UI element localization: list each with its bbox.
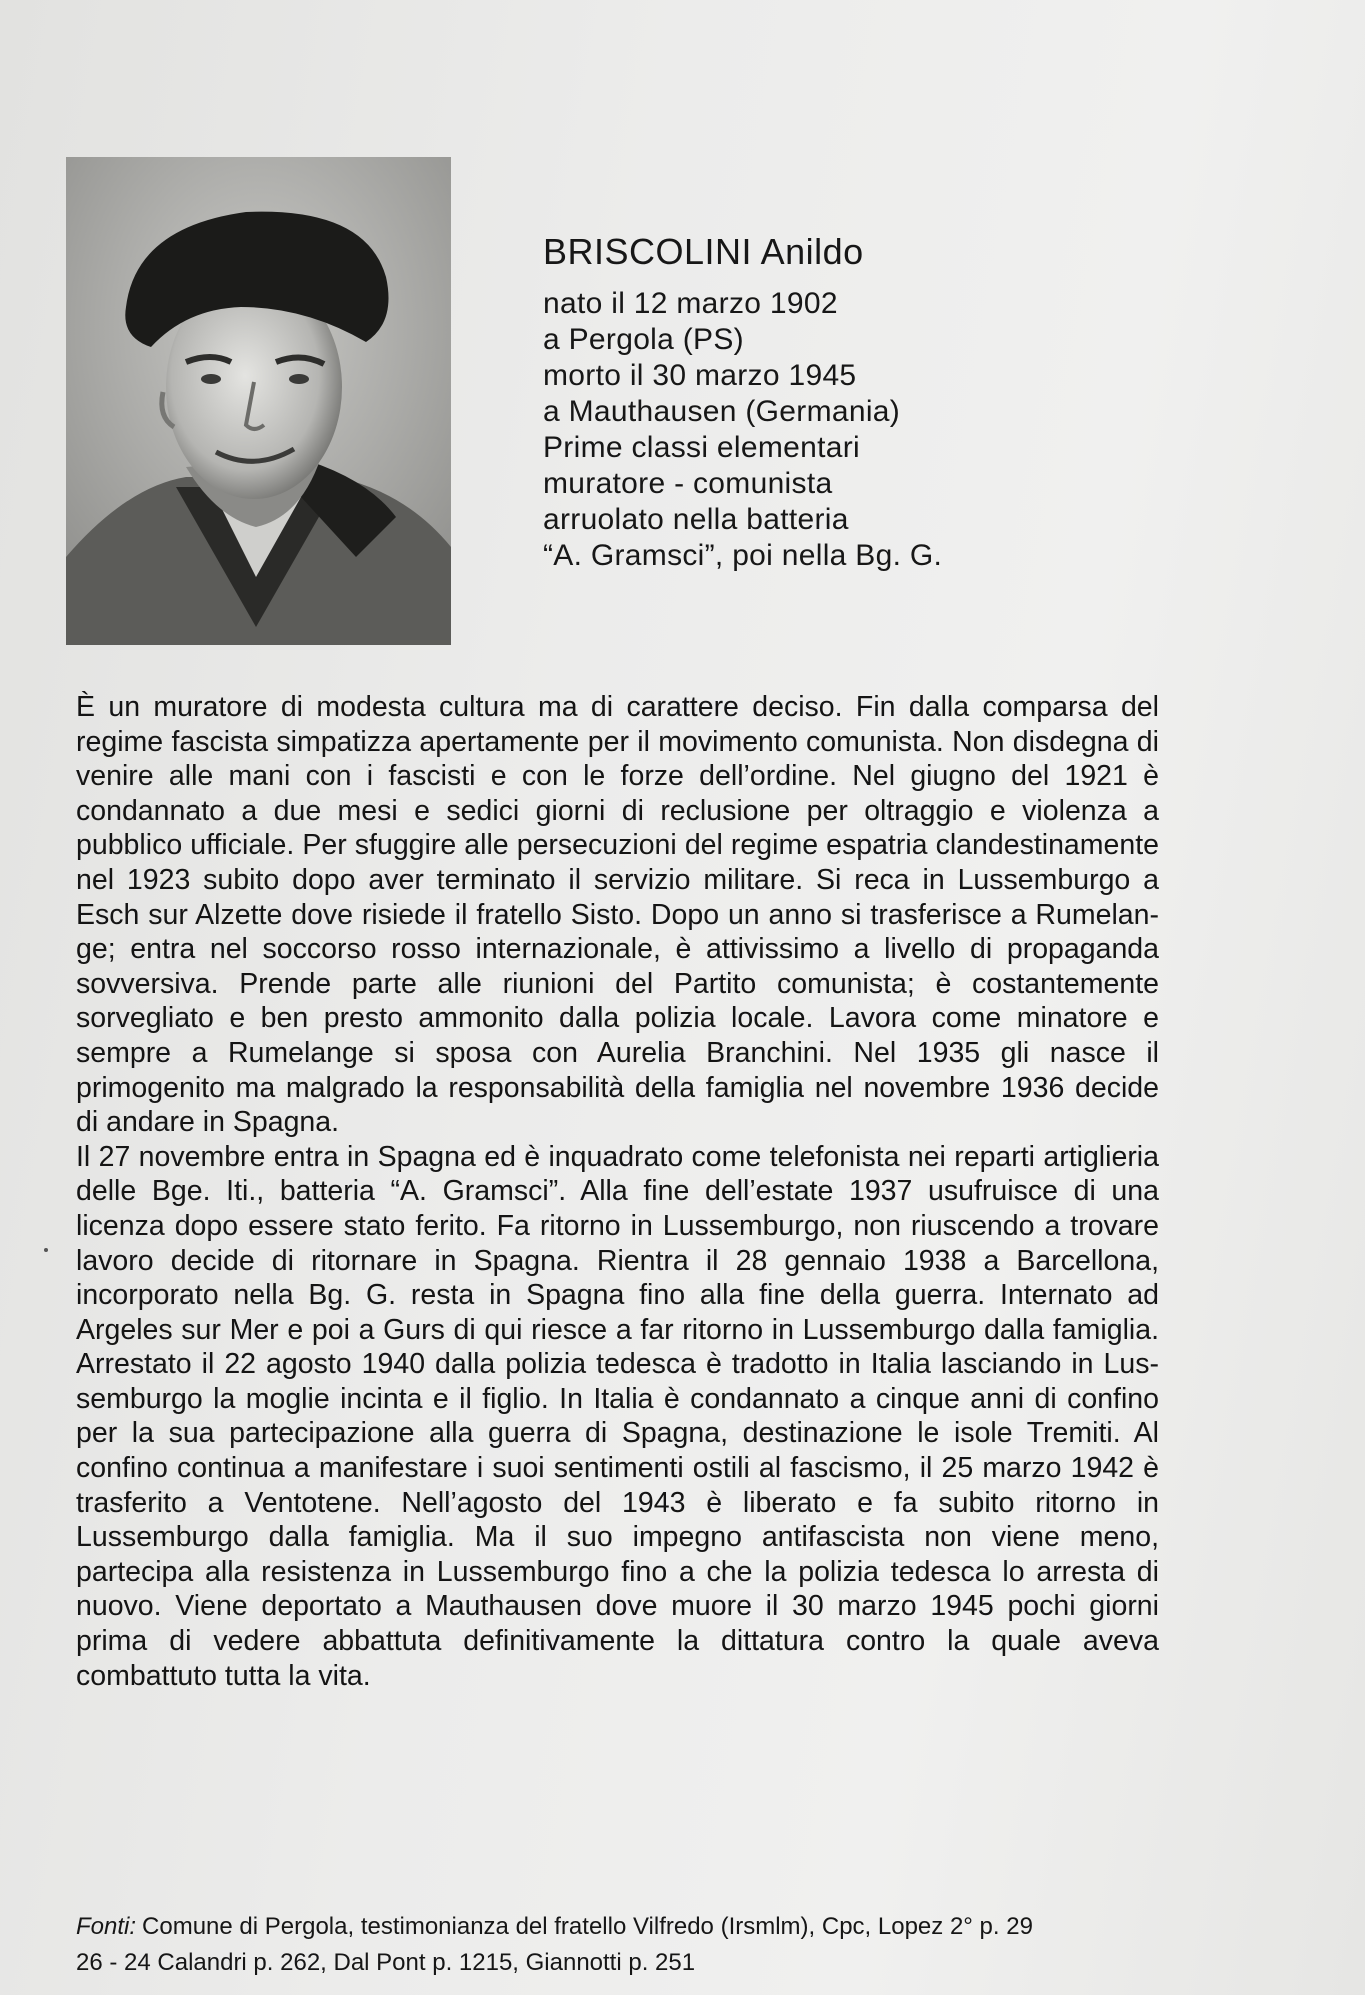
detail-line: Prime classi elementari xyxy=(543,431,860,464)
person-details xyxy=(543,286,1103,574)
portrait-image xyxy=(66,157,451,645)
sources-label: Fonti: xyxy=(76,1913,137,1940)
detail-line: arruolato nella batteria xyxy=(543,503,849,536)
margin-speck xyxy=(44,1248,48,1252)
detail-line: a Pergola (PS) xyxy=(543,323,744,356)
biography-text xyxy=(76,690,1159,1693)
sources-cut-line: 26 - 24 Calandri p. 262, Dal Pont p. 1215, Giannotti p. 251 xyxy=(76,1949,696,1976)
detail-line: “A. Gramsci”, poi nella Bg. G. xyxy=(543,539,943,572)
detail-line: muratore - comunista xyxy=(543,467,833,500)
sources-text: Comune di Pergola, testimonianza del fratello Vilfredo (Irsmlm), Cpc, Lopez 2° p. 29 xyxy=(142,1913,1033,1940)
detail-line: nato il 12 marzo 1902 xyxy=(543,287,838,320)
person-header xyxy=(543,232,1103,574)
biography-paragraph-2: Il 27 novembre entra in Spagna ed è inquadrato come telefonista nei reparti artiglieria delle Bge. Iti., batteria “A. Gramsci”. Alla fine dell’estate 1937 usufruisce di una licenza dopo essere stato ferito. Fa ritorno in Lussemburgo, non riuscendo a trovare lavoro decide di ritornare in Spagna. Rientra il 28 gennaio 1938 a Barcellona, incorporato nella Bg. G. resta in Spagna fino alla fine della guerra. Internato ad Argeles sur Mer e poi a Gurs di qui riesce a far ritorno in Lussemburgo dalla famiglia. Arrestato il 22 agosto 1940 dalla polizia tedesca è tradotto in Italia lasciando in Lussemburgo la moglie incinta e il figlio. In Italia è condannato a cinque anni di confino per la sua partecipazione alla guerra di Spagna, destinazione le isole Tremiti. Al confino continua a manifestare i suoi sentimenti ostili al fascismo, il 25 marzo 1942 è trasferito a Ventotene. Nell’agosto del 1943 è liberato e fa subito ritorno in Lussemburgo dalla famiglia. Ma il suo impegno antifascista non viene meno, partecipa alla resistenza in Lussemburgo fino a che la polizia tedesca lo arresta di nuovo. Viene deportato a Mauthausen dove muore il 30 marzo 1945 pochi giorni prima di vedere abbattuta definitivamente la dittatura contro la quale aveva combattuto tutta la vita. xyxy=(76,1140,1159,1692)
detail-line: a Mauthausen (Germania) xyxy=(543,395,901,428)
biography-paragraph-1: È un muratore di modesta cultura ma di carattere deciso. Fin dalla comparsa del regime fascista simpatizza apertamente per il movimento comunista. Non disdegna di venire alle mani con i fascisti e con le forze dell’ordine. Nel giugno del 1921 è condannato a due mesi e sedici giorni di reclusione per oltraggio e violenza a pubblico ufficiale. Per sfuggire alle persecuzioni del regime espatria clandestinamente nel 1923 subito dopo aver terminato il servizio militare. Si reca in Lussemburgo a Esch sur Alzette dove risiede il fratello Sisto. Dopo un anno si trasferisce a Rumelange; entra nel soccorso rosso internazionale, è attivissimo a livello di propaganda sovversiva. Prende parte alle riunioni del Partito comunista; è costantemente sorvegliato e ben presto ammonito dalla polizia locale. Lavora come minatore e sempre a Rumelange si sposa con Aurelia Branchini. Nel 1935 gli nasce il primogenito ma malgrado la responsabilità della famiglia nel novembre 1936 decide di andare in Spagna. xyxy=(76,691,1159,1139)
portrait-photo xyxy=(66,157,451,645)
detail-line: morto il 30 marzo 1945 xyxy=(543,359,857,392)
sources-line xyxy=(76,1912,1176,1942)
person-name: BRISCOLINI Anildo xyxy=(543,231,864,272)
